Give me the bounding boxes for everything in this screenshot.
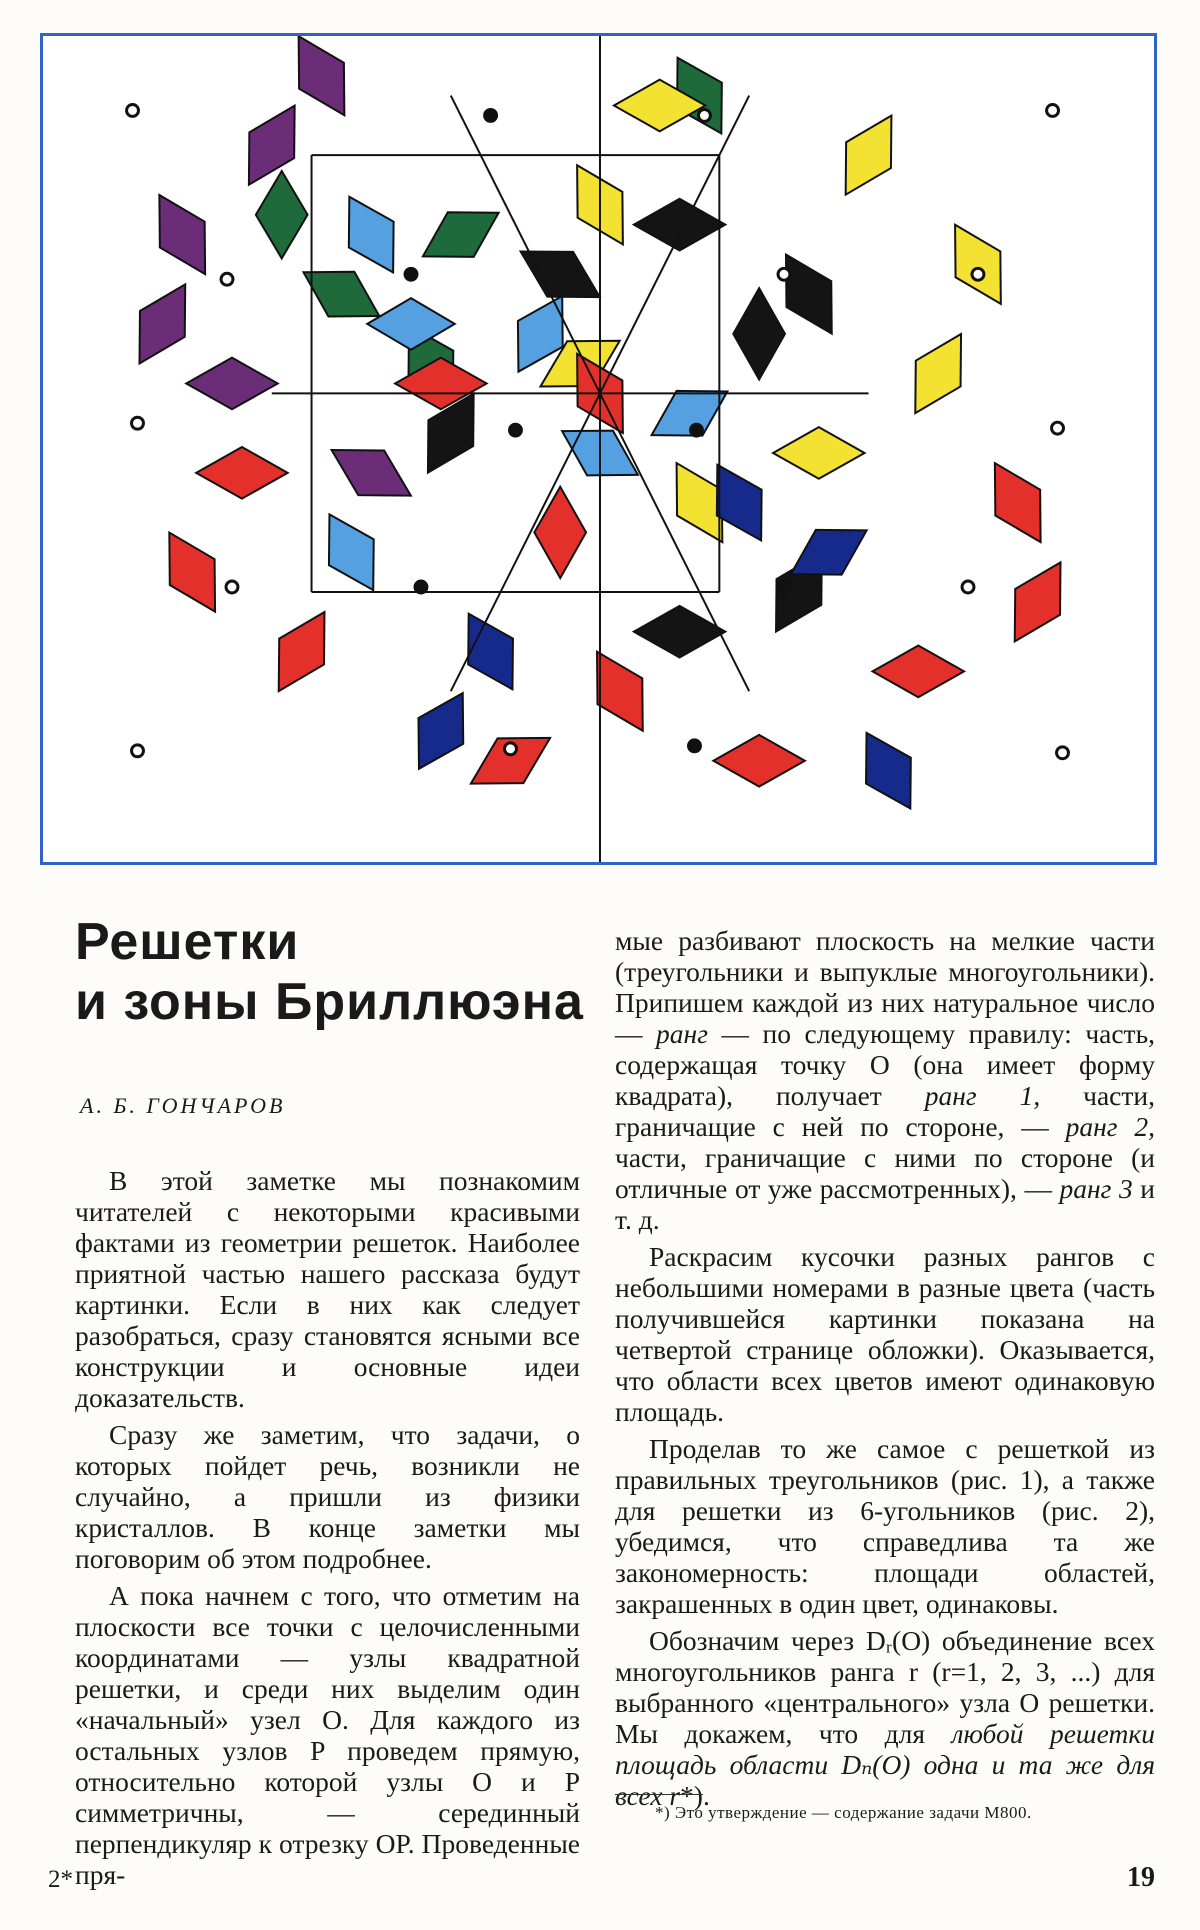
- lattice-node: [962, 581, 974, 593]
- lattice-node: [415, 581, 427, 593]
- black-region: [634, 606, 726, 658]
- red-region: [169, 533, 215, 612]
- lattice-node: [691, 424, 703, 436]
- red-region: [713, 735, 805, 787]
- right-column: [615, 925, 1155, 1811]
- term-rank: ранг: [656, 1018, 708, 1049]
- yellow-region: [955, 225, 1001, 304]
- yellow-region: [846, 116, 892, 195]
- red-region: [995, 463, 1041, 542]
- paragraph: В этой заметке мы познакомим читателей с некоторыми красивыми фактами из геометрии решеток. Наиболее приятной частью нашего рассказа будут картинки. Если в них как следует разобраться, сразу становятся ясными все конструкции и основные идеи доказательств.: [75, 1165, 580, 1413]
- red-region: [597, 652, 643, 731]
- red-region: [279, 612, 325, 691]
- lattice-node: [778, 268, 790, 280]
- violet-region: [249, 106, 295, 185]
- lattice-node: [226, 581, 238, 593]
- blue-region: [349, 197, 394, 273]
- black-region: [733, 288, 785, 379]
- text-run: мые разбивают плоскость на мелкие части (треугольники и выпуклые многоугольники). Припишем каждой из них натуральное число —: [615, 925, 1155, 1049]
- footnote-divider: [615, 1794, 703, 1795]
- text-run: части, граничащие с ними по стороне (и отличные от уже рассмотренных), —: [615, 1142, 1155, 1204]
- paragraph: Раскрасим кусочки разных рангов с небольшими номерами в разные цвета (часть получившейся картинки показана на четвертой странице обложки). Оказывается, что области всех цветов имеют одинаковую площадь.: [615, 1241, 1155, 1427]
- paragraph: Сразу же заметим, что задачи, о которых пойдет речь, возникли не случайно, а пришли из физики кристаллов. В конце заметки мы поговорим об этом подробнее.: [75, 1419, 580, 1574]
- red-region: [1015, 562, 1061, 641]
- author-name: А. Б. ГОНЧАРОВ: [80, 1093, 286, 1118]
- black-region: [786, 255, 832, 334]
- lattice-node: [698, 109, 710, 121]
- navy-region: [418, 693, 463, 769]
- lattice-node: [127, 105, 139, 117]
- blue-region: [329, 514, 374, 590]
- lattice-node: [132, 745, 144, 757]
- green-region: [303, 272, 379, 317]
- lattice-node: [485, 109, 497, 121]
- navy-region: [468, 614, 513, 690]
- lattice-node: [505, 743, 517, 755]
- violet-region: [139, 284, 185, 363]
- lattice-node: [132, 417, 144, 429]
- green-region: [256, 171, 308, 258]
- black-region: [634, 199, 726, 251]
- lattice-node: [778, 581, 790, 593]
- brillouin-zones-figure: [40, 33, 1157, 865]
- blue-region: [367, 298, 455, 350]
- left-column: [75, 1165, 580, 1890]
- lattice-node: [972, 268, 984, 280]
- emphasized-statement: любой решетки площадь области Dₙ(O) одна и та же для всех r: [615, 1718, 1155, 1811]
- paragraph: [615, 1625, 1155, 1811]
- lattice-node: [1052, 422, 1064, 434]
- paragraph: Проделав то же самое с решеткой из правильных треугольников (рис. 1), а также для решетки из 6-угольников (рис. 2), убедимся, что справедлива та же закономерность: площади областей, закрашенных в один цвет, одинаковы.: [615, 1433, 1155, 1619]
- sheet-signature: 2*: [48, 1866, 73, 1893]
- navy-region: [791, 530, 867, 575]
- term-rank-2: ранг 2,: [1065, 1111, 1155, 1142]
- text-run: — по следующему правилу: часть, содержащая точку O (она имеет форму квадрата), получает: [615, 1018, 1155, 1111]
- green-region: [423, 212, 499, 257]
- yellow-region: [677, 463, 723, 542]
- lattice-node: [509, 424, 521, 436]
- navy-region: [866, 733, 911, 809]
- red-region: [196, 447, 288, 499]
- term-rank-1: ранг 1,: [924, 1080, 1041, 1111]
- red-region: [873, 646, 965, 698]
- term-rank-3: ранг 3: [1059, 1173, 1133, 1204]
- yellow-region: [773, 427, 865, 479]
- text-run: части, граничащие с ней по стороне, —: [615, 1080, 1156, 1142]
- footnote: *) Это утверждение — содержание задачи М800.: [655, 1803, 1032, 1822]
- page-number: 19: [1127, 1862, 1155, 1893]
- red-region: [534, 487, 586, 578]
- text-run: Обозначим через Dᵣ(O) объединение всех многоугольников ранга r (r=1, 2, 3, ...) для выбранного «центрального» узла O решетки. Мы докажем, что для: [615, 1625, 1155, 1749]
- paragraph: [615, 925, 1155, 1235]
- title-line-2: и зоны Бриллюэна: [75, 973, 584, 1031]
- violet-region: [332, 450, 411, 496]
- lattice-node: [1047, 105, 1059, 117]
- violet-region: [299, 36, 345, 115]
- lattice-node: [405, 268, 417, 280]
- text-run: *).: [680, 1780, 710, 1811]
- lattice-node: [1057, 747, 1069, 759]
- paragraph: А пока начнем с того, что отметим на плоскости все точки с целочисленными координатами — узлы квадратной решетки, и среди них выделим один «начальный» узел O. Для каждого из остальных узлов P проведем прямую, относительно которой узлы O и P симметричны, — серединный перпендикуляр к отрезку OP. Проведенные пря-: [75, 1580, 580, 1890]
- article-title: [75, 912, 584, 1032]
- violet-region: [186, 358, 278, 410]
- text-run: и т. д.: [615, 1173, 1156, 1235]
- navy-region: [717, 465, 762, 541]
- violet-region: [159, 195, 205, 274]
- brillouin-zones-pattern-icon: [43, 36, 1154, 862]
- yellow-region: [915, 334, 961, 413]
- title-line-1: Решетки: [75, 913, 300, 971]
- lattice-node: [689, 740, 701, 752]
- lattice-node: [221, 273, 233, 285]
